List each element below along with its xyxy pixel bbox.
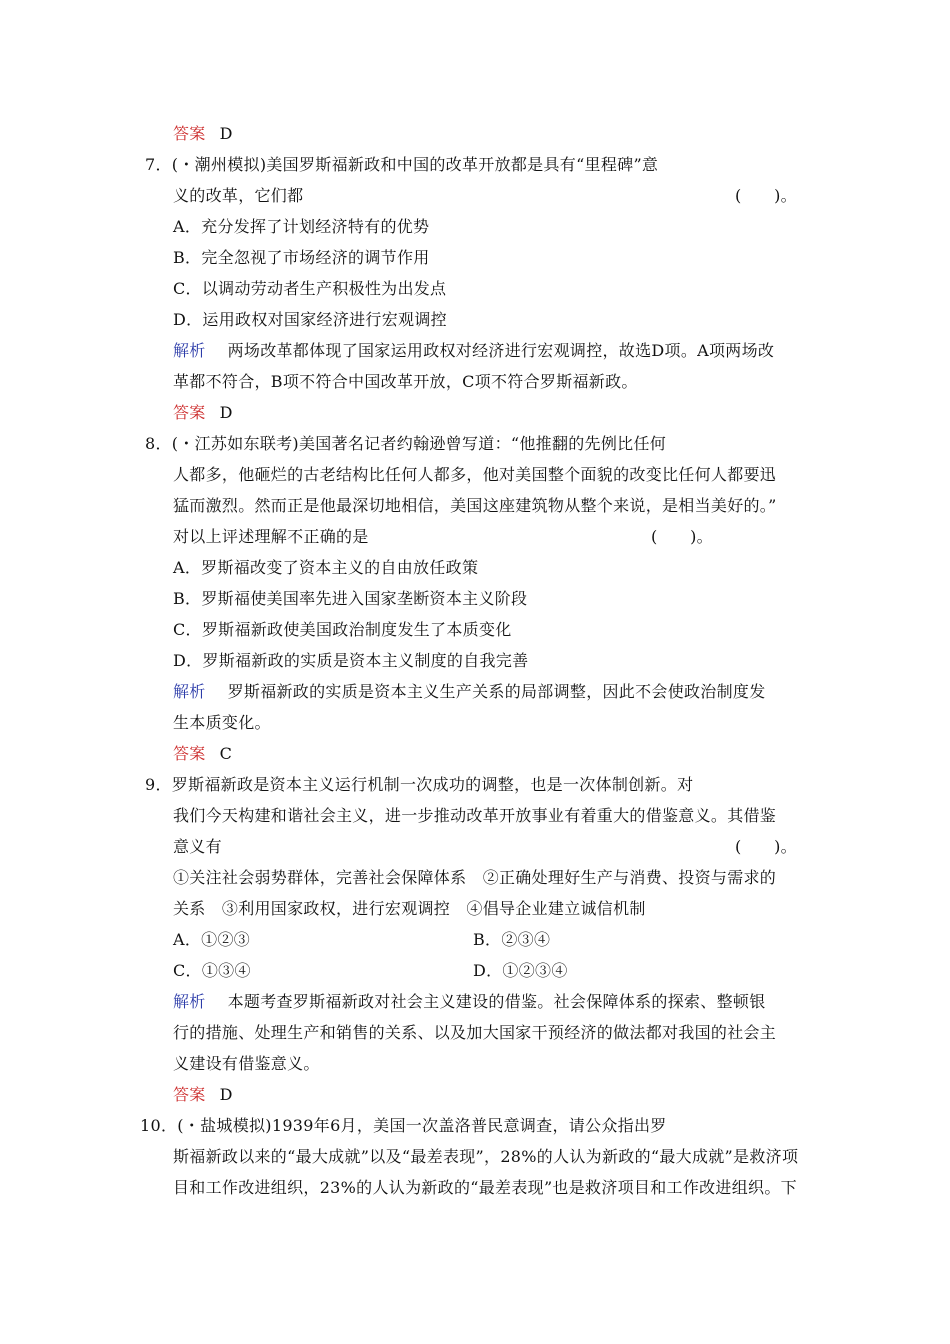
q9-analysis-line-2: 行的措施、处理生产和销售的关系、以及加大国家干预经济的做法都对我国的社会主 — [173, 1023, 777, 1042]
question-number: 8． — [145, 434, 172, 453]
q7-option-d: D．运用政权对国家经济进行宏观调控 — [173, 310, 447, 329]
q8-option-b: B．罗斯福使美国率先进入国家垄断资本主义阶段 — [173, 589, 528, 608]
answer-value: D — [219, 124, 233, 143]
q8-stem-line-2: 人都多，他砸烂的古老结构比任何人都多，他对美国整个面貌的改变比任何人都要迅 — [173, 465, 777, 484]
q9-option-b: B．②③④ — [473, 930, 551, 949]
q8-stem-line-4: 对以上评述理解不正确的是 — [173, 527, 369, 546]
q9-answer — [173, 1085, 233, 1105]
q7-option-c: C．以调动劳动者生产积极性为出发点 — [173, 279, 447, 298]
answer-value: C — [219, 744, 233, 763]
q7-stem-line-2: 义的改革，它们都 — [173, 186, 304, 205]
q8-analysis-line-1: 解析 罗斯福新政的实质是资本主义生产关系的局部调整，因此不会使政治制度发 — [173, 682, 766, 701]
analysis-label: 解析 — [173, 992, 206, 1011]
answer-label: 答案 — [173, 1085, 206, 1104]
analysis-label: 解析 — [173, 341, 206, 360]
question-number: 10． — [140, 1116, 178, 1135]
question-number: 7． — [145, 155, 172, 174]
analysis-label: 解析 — [173, 682, 206, 701]
q7-option-b: B．完全忽视了市场经济的调节作用 — [173, 248, 430, 267]
answer-label: 答案 — [173, 124, 206, 143]
q6-answer — [173, 124, 233, 144]
q7-analysis-line-1: 解析 两场改革都体现了国家运用政权对经济进行宏观调控，故选D项。A项两场改 — [173, 341, 775, 360]
q9-items-line-1: ①关注社会弱势群体，完善社会保障体系 ②正确处理好生产与消费、投资与需求的 — [173, 868, 777, 887]
answer-label: 答案 — [173, 403, 206, 422]
question-number: 9． — [145, 775, 172, 794]
q9-stem-line-2: 我们今天构建和谐社会主义，进一步推动改革开放事业有着重大的借鉴意义。其借鉴 — [173, 806, 777, 825]
q8-answer — [173, 744, 232, 764]
q9-stem-line-3: 意义有 — [173, 837, 222, 856]
q8-analysis-line-2: 生本质变化。 — [173, 713, 271, 732]
q9-analysis-line-3: 义建设有借鉴意义。 — [173, 1054, 320, 1073]
q9-answer-bracket: ( )。 — [735, 837, 797, 856]
q7-answer — [173, 403, 233, 423]
q9-stem-line-1: 9．罗斯福新政是资本主义运行机制一次成功的调整，也是一次体制创新。对 — [145, 775, 694, 794]
q7-stem-line-1: 7．(・潮州模拟)美国罗斯福新政和中国的改革开放都是具有“里程碑”意 — [145, 155, 659, 174]
q9-analysis-line-1: 解析 本题考查罗斯福新政对社会主义建设的借鉴。社会保障体系的探索、整顿银 — [173, 992, 766, 1011]
q9-option-c: C．①③④ — [173, 961, 251, 980]
q8-option-c: C．罗斯福新政使美国政治制度发生了本质变化 — [173, 620, 512, 639]
q9-option-d: D．①②③④ — [473, 961, 568, 980]
answer-value: D — [219, 1085, 233, 1104]
q10-stem-line-1: 10．(・盐城模拟)1939年6月，美国一次盖洛普民意调查，请公众指出罗 — [140, 1116, 667, 1135]
q8-option-d: D．罗斯福新政的实质是资本主义制度的自我完善 — [173, 651, 529, 670]
q8-answer-bracket: ( )。 — [651, 527, 713, 546]
q9-items-line-2: 关系 ③利用国家政权，进行宏观调控 ④倡导企业建立诚信机制 — [173, 899, 646, 918]
q9-option-a: A．①②③ — [173, 930, 251, 949]
q7-analysis-line-2: 革都不符合，B项不符合中国改革开放，C项不符合罗斯福新政。 — [173, 372, 638, 391]
q8-stem-line-3: 猛而激烈。然而正是他最深切地相信，美国这座建筑物从整个来说，是相当美好的。” — [173, 496, 777, 515]
q8-stem-line-1: 8．(・江苏如东联考)美国著名记者约翰逊曾写道：“他推翻的先例比任何 — [145, 434, 667, 453]
q7-answer-bracket: ( )。 — [735, 186, 797, 205]
answer-value: D — [219, 403, 233, 422]
q8-option-a: A．罗斯福改变了资本主义的自由放任政策 — [173, 558, 479, 577]
answer-label: 答案 — [173, 744, 206, 763]
q7-option-a: A．充分发挥了计划经济特有的优势 — [173, 217, 430, 236]
q10-stem-line-3: 目和工作改进组织，23%的人认为新政的“最差表现”也是救济项目和工作改进组织。下 — [173, 1178, 797, 1197]
q10-stem-line-2: 斯福新政以来的“最大成就”以及“最差表现”，28%的人认为新政的“最大成就”是救济项 — [173, 1147, 799, 1166]
